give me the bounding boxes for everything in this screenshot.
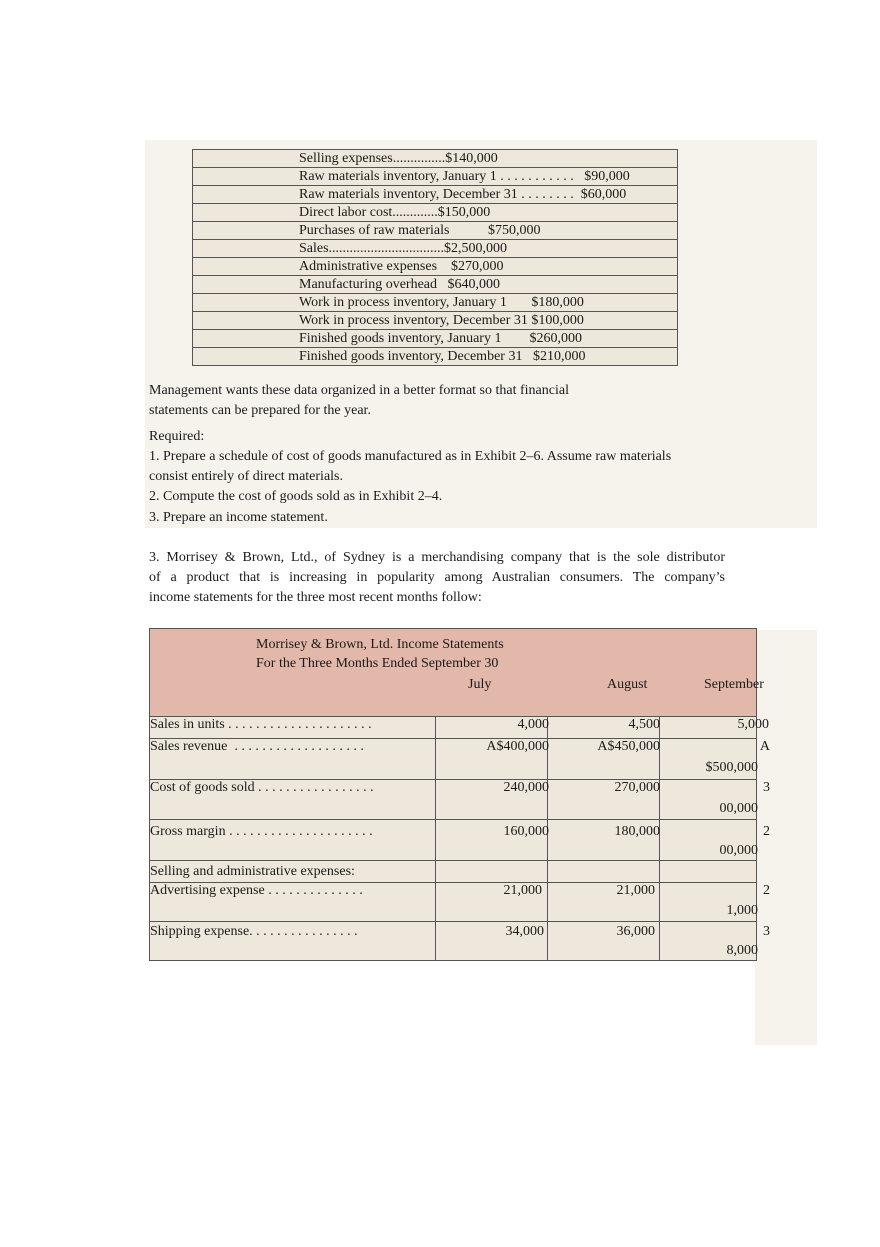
column-header-august: August — [607, 677, 648, 692]
cell-september: 8,000 — [726, 943, 758, 958]
required-heading: Required: — [149, 429, 205, 444]
cost-data-row: Finished goods inventory, January 1 $260,000 — [193, 330, 677, 348]
column-header-july: July — [468, 677, 492, 692]
table-row — [150, 883, 770, 922]
cell-september-overflow: 2 — [763, 824, 770, 839]
row-label: Sales revenue . . . . . . . . . . . . . . . . . . . — [150, 739, 364, 754]
cost-data-row: Work in process inventory, January 1 $180,000 — [193, 294, 677, 312]
required-item-1-line-1: 1. Prepare a schedule of cost of goods manufactured as in Exhibit 2–6. Assume raw materials — [149, 449, 672, 464]
row-label: Advertising expense . . . . . . . . . . . . . . — [150, 883, 363, 898]
cell-september-overflow: 2 — [763, 883, 770, 898]
cell-august: 36,000 — [616, 924, 655, 939]
cell-july: 160,000 — [503, 824, 549, 839]
cost-data-row: Work in process inventory, December 31 $100,000 — [193, 312, 677, 330]
income-statement-title: Morrisey & Brown, Ltd. Income Statements — [256, 637, 504, 652]
table-row — [150, 739, 770, 780]
cell-august: 4,500 — [628, 717, 660, 732]
table-row — [150, 922, 770, 960]
income-statement-header — [150, 629, 764, 717]
table-row — [150, 717, 769, 739]
cell-september: 1,000 — [726, 903, 758, 918]
cost-data-row: Sales.................................$2,500,000 — [193, 240, 677, 258]
intro-line-2: statements can be prepared for the year. — [149, 403, 371, 418]
income-statement-table — [149, 628, 770, 961]
table-row — [150, 820, 770, 861]
cost-data-row: Raw materials inventory, January 1 . . . . . . . . . . . $90,000 — [193, 168, 677, 186]
cost-data-row: Selling expenses...............$140,000 — [193, 150, 677, 168]
required-item-3: 3. Prepare an income statement. — [149, 510, 328, 525]
cell-july: 4,000 — [517, 717, 549, 732]
cell-august: 21,000 — [616, 883, 655, 898]
cell-september: 00,000 — [719, 801, 758, 816]
cell-september-overflow: 3 — [763, 924, 770, 939]
cell-july: 21,000 — [503, 883, 542, 898]
row-label: Cost of goods sold . . . . . . . . . . . . . . . . . — [150, 780, 374, 795]
income-statement-body — [150, 717, 770, 960]
cost-data-table — [192, 149, 678, 366]
cell-september: $500,000 — [705, 760, 758, 775]
cell-july: 34,000 — [505, 924, 544, 939]
row-label: Shipping expense. . . . . . . . . . . . . . . . — [150, 924, 358, 939]
cost-data-row: Finished goods inventory, December 31 $210,000 — [299, 349, 586, 364]
cell-july: A$400,000 — [486, 739, 549, 754]
cost-data-row: Administrative expenses $270,000 — [193, 258, 677, 276]
income-statement-subtitle: For the Three Months Ended September 30 — [256, 656, 499, 671]
cell-august: 270,000 — [614, 780, 660, 795]
problem3-line-2: of a product that is increasing in popularity among Australian consumers. The company’s — [149, 570, 725, 585]
cell-september-overflow: 3 — [763, 780, 770, 795]
required-item-2: 2. Compute the cost of goods sold as in Exhibit 2–4. — [149, 489, 443, 504]
cell-september: 5,000 — [737, 717, 769, 732]
cost-data-row: Raw materials inventory, December 31 . . . . . . . . $60,000 — [193, 186, 677, 204]
cell-august: A$450,000 — [597, 739, 660, 754]
cost-data-row: Manufacturing overhead $640,000 — [193, 276, 677, 294]
cost-data-row: Direct labor cost.............$150,000 — [193, 204, 677, 222]
row-label: Gross margin . . . . . . . . . . . . . . . . . . . . . — [150, 824, 373, 839]
problem3-line-3: income statements for the three most recent months follow: — [149, 590, 482, 605]
intro-line-1: Management wants these data organized in a better format so that financial — [149, 383, 569, 398]
column-header-september: September — [704, 677, 764, 692]
cell-september: 00,000 — [719, 843, 758, 858]
problem3-line-1: 3. Morrisey & Brown, Ltd., of Sydney is a merchandising company that is the sole distributor — [149, 550, 725, 565]
row-label: Selling and administrative expenses: — [150, 864, 355, 879]
cell-august: 180,000 — [614, 824, 660, 839]
row-label: Sales in units . . . . . . . . . . . . . . . . . . . . . — [150, 717, 372, 732]
table-row — [150, 861, 756, 883]
cell-september-overflow: A — [759, 739, 770, 754]
cost-data-row: Purchases of raw materials $750,000 — [193, 222, 677, 240]
cell-july: 240,000 — [503, 780, 549, 795]
required-item-1-line-2: consist entirely of direct materials. — [149, 469, 343, 484]
table-row — [150, 780, 770, 820]
